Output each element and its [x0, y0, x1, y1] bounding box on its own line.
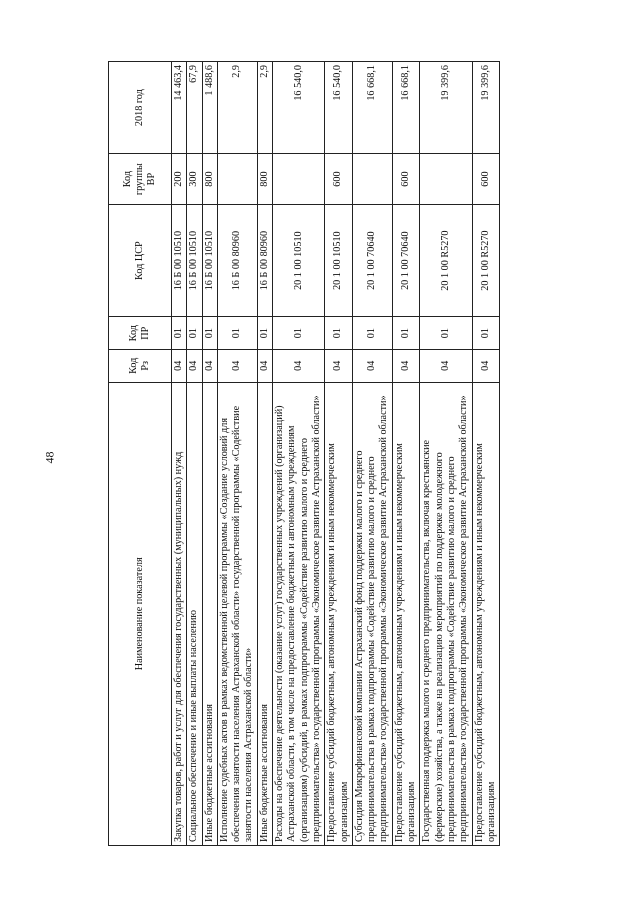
- header-year: 2018 год: [109, 62, 172, 154]
- row-pr: 01: [202, 317, 217, 350]
- page-number: 48: [42, 451, 57, 464]
- table-row: [257, 62, 272, 846]
- header-row: [109, 62, 172, 846]
- table-row: [187, 62, 202, 846]
- row-pr: 01: [420, 317, 472, 350]
- row-name: Социальное обеспечение и иные выплаты населению: [187, 382, 202, 845]
- rotated-table-frame: [108, 61, 538, 846]
- row-vr: [420, 154, 472, 205]
- table-row: [352, 62, 392, 846]
- row-csr: 20 1 00 R5270: [472, 204, 500, 316]
- row-amount: 16 668,1: [392, 62, 420, 154]
- row-pr: 01: [187, 317, 202, 350]
- row-name: Предоставление субсидий бюджетным, автономным учреждениям и иным некоммерческим организациям: [325, 382, 353, 845]
- row-csr: 16 Б 00 80960: [217, 204, 257, 316]
- header-rz: Код Рз: [109, 349, 172, 382]
- row-csr: 20 1 00 70640: [352, 204, 392, 316]
- row-name: Закупка товаров, работ и услуг для обеспечения государственных (муниципальных) нужд: [172, 382, 187, 845]
- table-row: [202, 62, 217, 846]
- row-pr: 01: [352, 317, 392, 350]
- row-name: Государственная поддержка малого и среднего предпринимательства, включая крестьянские (фермерские) хозяйства, а также на реализацию мероприятий по поддержке молодежного предпринимательства в рамках подпрограммы «Содействие развитию малого и среднего предпринимательства» государственной программы «Экономическое развитие Астраханской области»: [420, 382, 472, 845]
- row-vr: [273, 154, 325, 205]
- row-csr: 16 Б 00 10510: [187, 204, 202, 316]
- row-rz: 04: [187, 349, 202, 382]
- row-name: Иные бюджетные ассигнования: [202, 382, 217, 845]
- table-row: [217, 62, 257, 846]
- table-row: [392, 62, 420, 846]
- row-vr: 300: [187, 154, 202, 205]
- row-csr: 16 Б 00 10510: [172, 204, 187, 316]
- row-amount: 16 668,1: [352, 62, 392, 154]
- table-row: [273, 62, 325, 846]
- row-amount: 1 488,6: [202, 62, 217, 154]
- row-vr: 600: [472, 154, 500, 205]
- table-row: [472, 62, 500, 846]
- row-vr: 800: [257, 154, 272, 205]
- row-csr: 16 Б 00 80960: [257, 204, 272, 316]
- table-body: [172, 62, 500, 846]
- table-row: [325, 62, 353, 846]
- header-vr: Код группы ВР: [109, 154, 172, 205]
- row-pr: 01: [172, 317, 187, 350]
- row-amount: 2,9: [217, 62, 257, 154]
- row-pr: 01: [273, 317, 325, 350]
- row-rz: 04: [392, 349, 420, 382]
- row-pr: 01: [217, 317, 257, 350]
- row-rz: 04: [202, 349, 217, 382]
- row-vr: 200: [172, 154, 187, 205]
- row-name: Иные бюджетные ассигнования: [257, 382, 272, 845]
- row-amount: 16 540,0: [325, 62, 353, 154]
- row-name: Исполнение судебных актов в рамках ведомственной целевой программы «Создание условий для обеспечения занятости населения Астраханской области» государственной программы «Содействие занятости населения Астраханской области»: [217, 382, 257, 845]
- row-vr: [352, 154, 392, 205]
- table-row: [420, 62, 472, 846]
- rotated-table-container: [108, 61, 538, 846]
- row-rz: 04: [472, 349, 500, 382]
- row-vr: 600: [325, 154, 353, 205]
- table-header: [109, 62, 172, 846]
- row-pr: 01: [472, 317, 500, 350]
- row-rz: 04: [273, 349, 325, 382]
- row-rz: 04: [172, 349, 187, 382]
- row-amount: 19 399,6: [472, 62, 500, 154]
- row-csr: 20 1 00 70640: [392, 204, 420, 316]
- row-csr: 20 1 00 R5270: [420, 204, 472, 316]
- row-vr: 800: [202, 154, 217, 205]
- row-rz: 04: [217, 349, 257, 382]
- row-pr: 01: [257, 317, 272, 350]
- row-amount: 16 540,0: [273, 62, 325, 154]
- row-name: Предоставление субсидий бюджетным, автономным учреждениям и иным некоммерческим организациям: [472, 382, 500, 845]
- row-amount: 67,9: [187, 62, 202, 154]
- row-name: Расходы на обеспечение деятельности (оказание услуг) государственных учреждений (организаций) Астраханской области, в том числе на предоставление бюджетным и автономным учреждениям (организациям) субсидий, в рамках подпрограммы «Содействие развитию малого и среднего предпринимательства» государственной программы «Экономическое развитие Астраханской области»: [273, 382, 325, 845]
- budget-table: [108, 61, 500, 846]
- row-rz: 04: [420, 349, 472, 382]
- row-vr: [217, 154, 257, 205]
- header-csr: Код ЦСР: [109, 204, 172, 316]
- row-pr: 01: [392, 317, 420, 350]
- table-row: [172, 62, 187, 846]
- row-rz: 04: [257, 349, 272, 382]
- row-pr: 01: [325, 317, 353, 350]
- header-name: Наименование показателя: [109, 382, 172, 845]
- row-amount: 2,9: [257, 62, 272, 154]
- row-amount: 14 463,4: [172, 62, 187, 154]
- row-csr: 20 1 00 10510: [325, 204, 353, 316]
- row-csr: 16 Б 00 10510: [202, 204, 217, 316]
- row-csr: 20 1 00 10510: [273, 204, 325, 316]
- row-rz: 04: [352, 349, 392, 382]
- row-vr: 600: [392, 154, 420, 205]
- row-name: Предоставление субсидий бюджетным, автономным учреждениям и иным некоммерческим организациям: [392, 382, 420, 845]
- row-rz: 04: [325, 349, 353, 382]
- row-amount: 19 399,6: [420, 62, 472, 154]
- header-pr: Код ПР: [109, 317, 172, 350]
- row-name: Субсидия Микрофинансовой компании Астраханский фонд поддержки малого и среднего предпринимательства в рамках подпрограммы «Содействие развитию малого и среднего предпринимательства» государственной программы «Экономическое развитие Астраханской области»: [352, 382, 392, 845]
